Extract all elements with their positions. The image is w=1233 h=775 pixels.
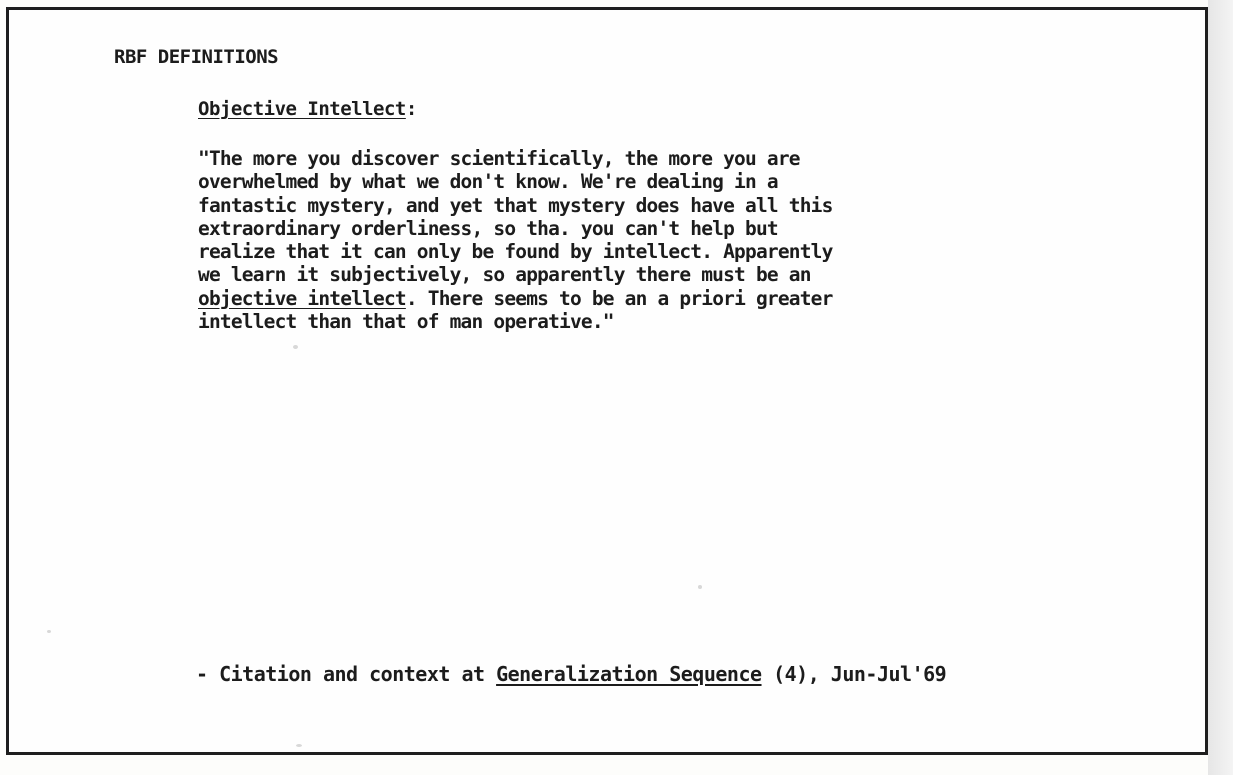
quote-line-rest: . There seems to be an a priori greater	[405, 286, 833, 310]
term-heading	[198, 98, 417, 120]
quote-line: "The more you discover scientifically, the more you are	[198, 147, 800, 170]
objective-intellect-term: objective intellect	[198, 286, 406, 310]
quote-line: overwhelmed by what we don't know. We're dealing in a	[198, 170, 778, 194]
citation-link[interactable]: Generalization Sequence	[496, 662, 762, 686]
term-name: Objective Intellect	[198, 98, 406, 120]
page-edge-strip	[1208, 0, 1233, 775]
scan-speck	[698, 585, 702, 589]
quote-line	[198, 287, 1058, 310]
citation-line	[196, 662, 946, 686]
quote-line: fantastic mystery, and yet that mystery does have all this	[198, 193, 833, 217]
definition-card	[6, 7, 1208, 755]
scan-speck	[47, 630, 51, 633]
definition-quote	[198, 147, 1058, 333]
citation-suffix: (4), Jun-Jul'69	[761, 662, 947, 686]
scan-speck	[293, 345, 298, 349]
quote-line: realize that it can only be found by intellect. Apparently	[198, 240, 833, 264]
term-colon: :	[405, 98, 417, 120]
page-title: RBF DEFINITIONS	[114, 46, 279, 68]
scan-speck	[296, 744, 302, 747]
citation-prefix: - Citation and context at	[196, 662, 497, 686]
quote-line: intellect than that of man operative."	[198, 310, 614, 334]
quote-line: we learn it subjectively, so apparently there must be an	[198, 263, 811, 287]
quote-line: extraordinary orderliness, so tha. you can't help but	[198, 216, 778, 240]
